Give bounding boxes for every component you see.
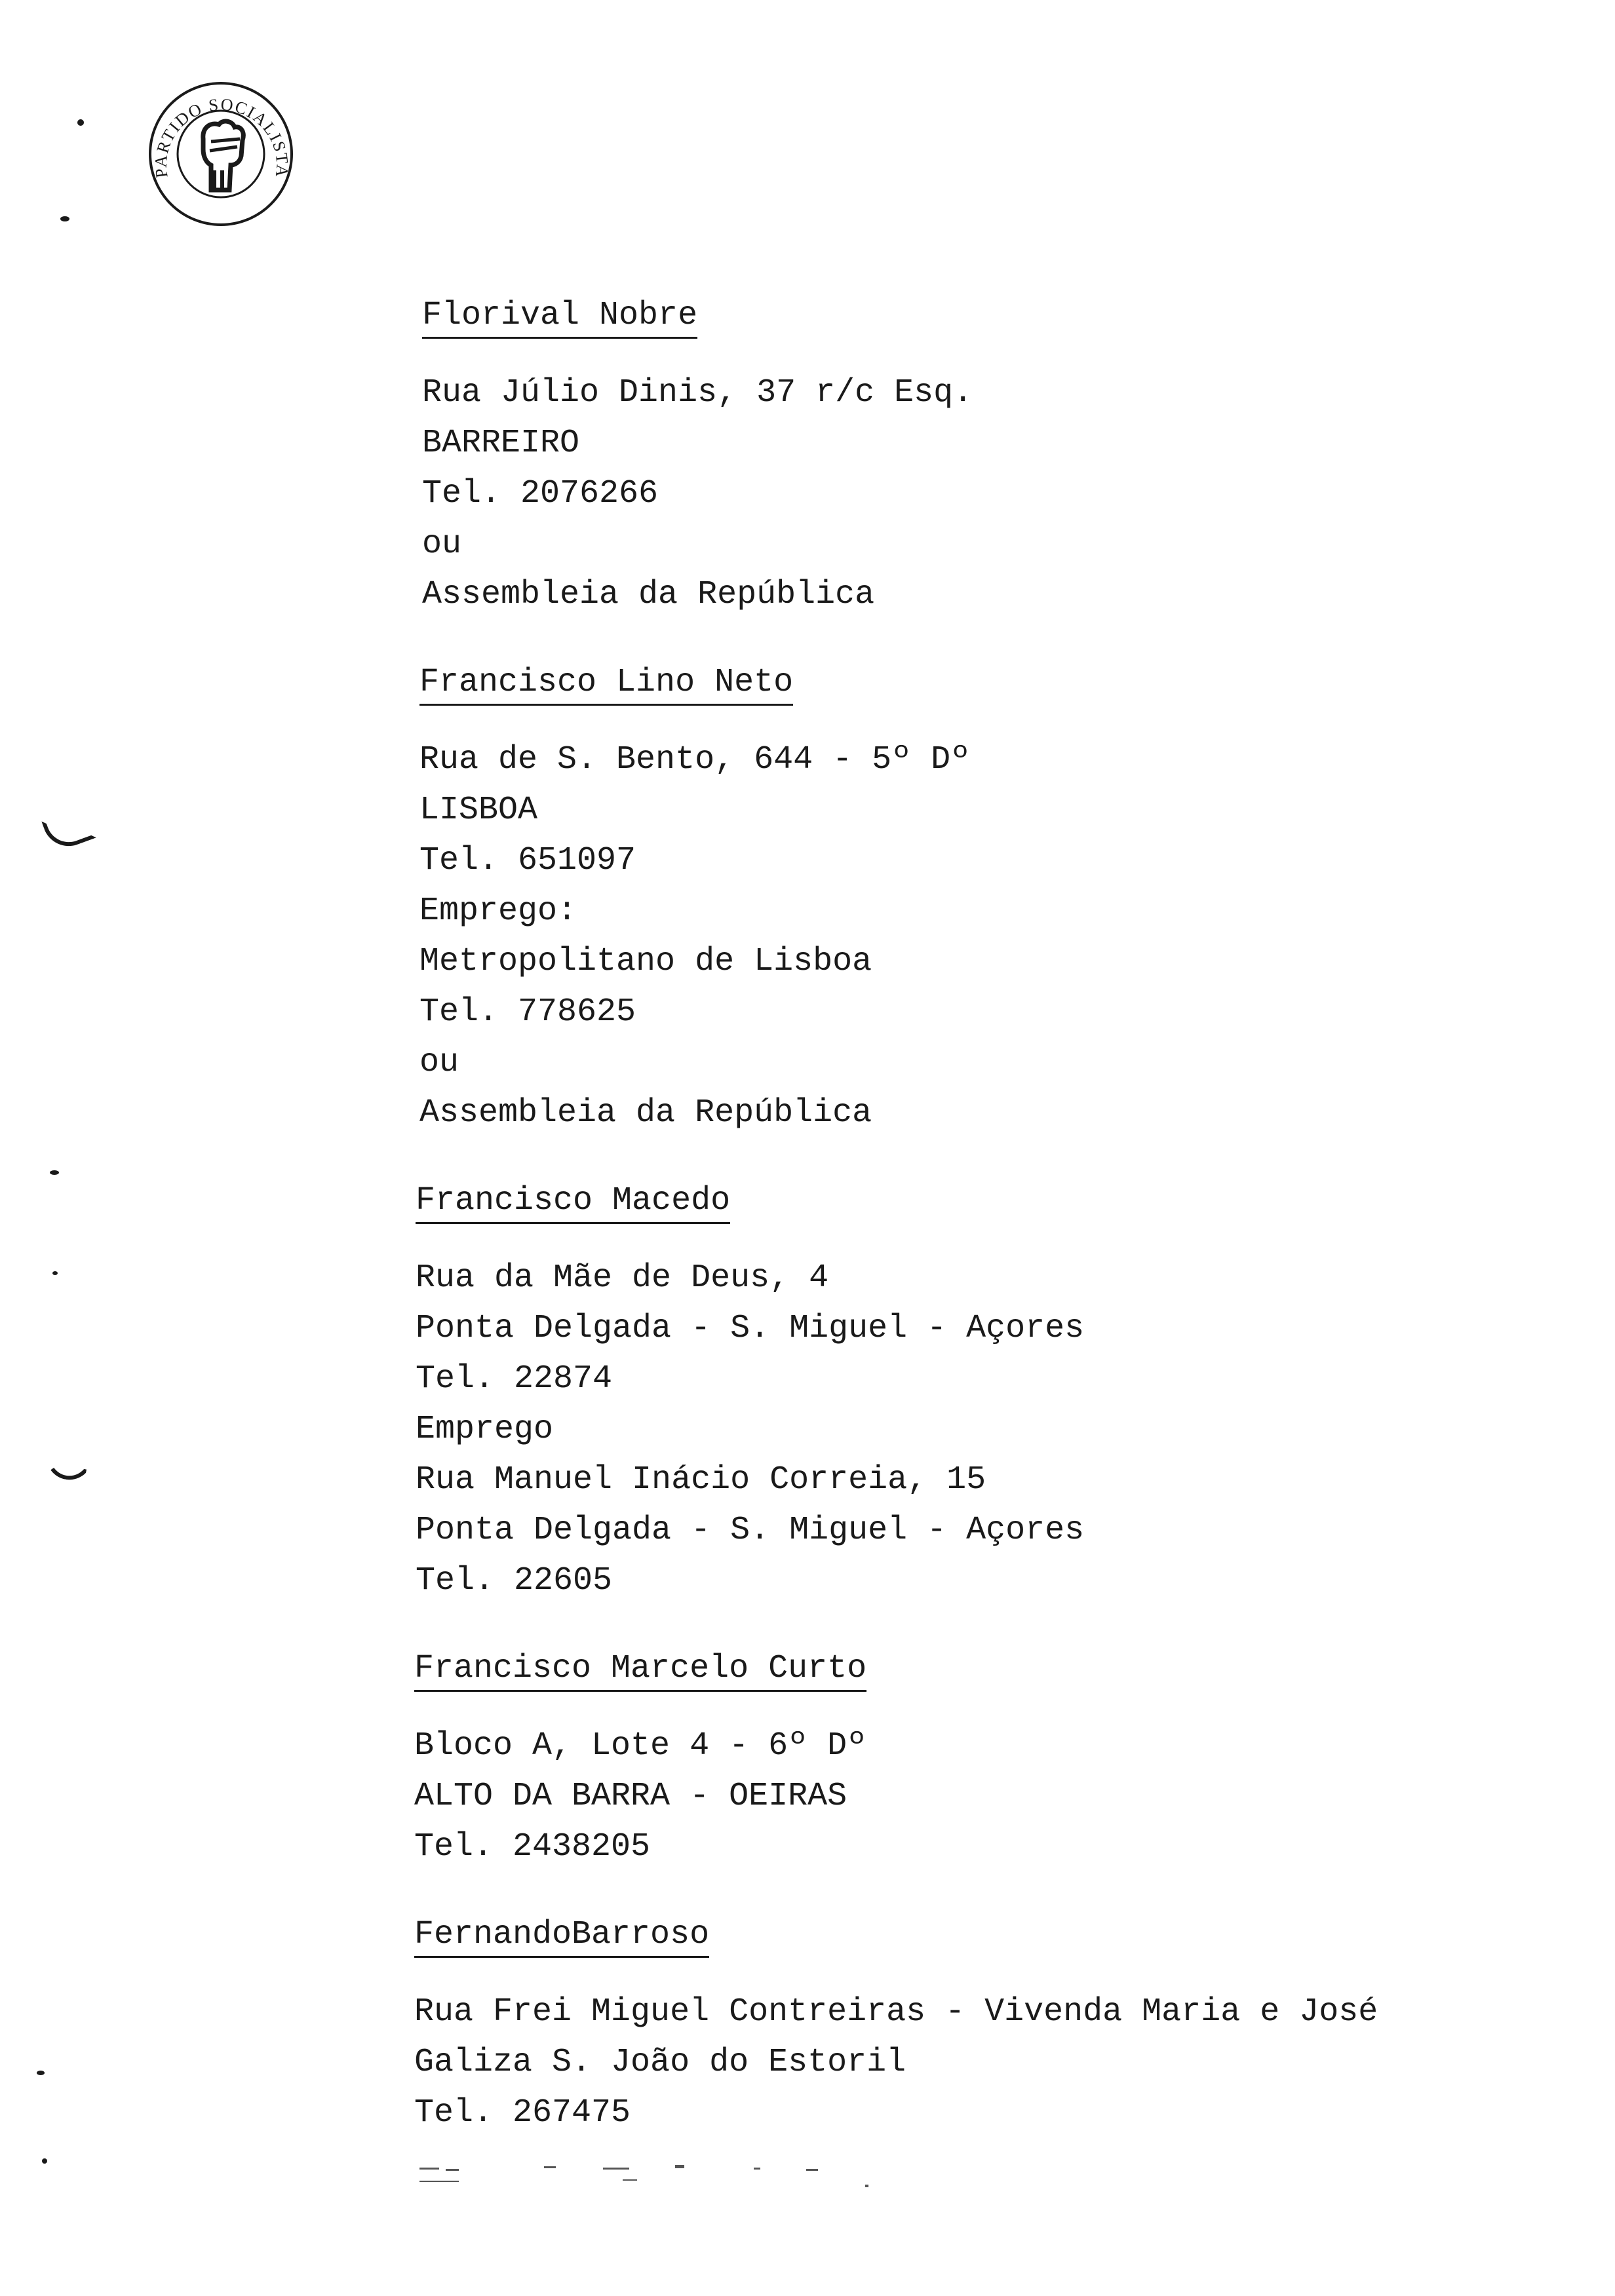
contact-line: ou (419, 1044, 459, 1081)
contact-line: Tel. 651097 (419, 842, 636, 879)
contact-entry (416, 1181, 1568, 1606)
contact-name: Francisco Marcelo Curto (414, 1649, 866, 1692)
contact-line: Emprego: (419, 892, 577, 930)
contact-line: Tel. 2438205 (414, 1828, 651, 1866)
contact-line: Tel. 2076266 (422, 475, 659, 512)
contact-line: Rua Frei Miguel Contreiras - Vivenda Maria e José (414, 1993, 1378, 2031)
contact-line: Tel. 267475 (414, 2094, 631, 2132)
contact-line: Assembleia da República (422, 576, 875, 613)
contact-line: Tel. 778625 (419, 993, 636, 1031)
contact-entry (422, 296, 1568, 620)
margin-dash (50, 1170, 59, 1175)
contact-line: ALTO DA BARRA - OEIRAS (414, 1778, 847, 1815)
logo-text: PARTIDO SOCIALISTA (151, 94, 292, 180)
raised-fist-icon (203, 121, 243, 190)
contact-line: Metropolitano de Lisboa (419, 943, 872, 980)
contact-line: Rua da Mãe de Deus, 4 (416, 1259, 829, 1297)
party-logo (146, 79, 296, 229)
contact-line: BARREIRO (422, 425, 580, 462)
contact-line: Rua de S. Bento, 644 - 5º Dº (419, 741, 971, 778)
contact-name: Francisco Macedo (416, 1181, 730, 1224)
contact-line: Tel. 22874 (416, 1360, 613, 1398)
margin-dot (37, 2071, 45, 2075)
contact-entry (414, 1649, 1568, 1872)
contact-name: Florival Nobre (422, 296, 697, 339)
margin-dot (52, 1271, 58, 1275)
contact-line: Rua Manuel Inácio Correia, 15 (416, 1461, 986, 1499)
contact-line: Bloco A, Lote 4 - 6º Dº (414, 1727, 867, 1765)
contact-line: Rua Júlio Dinis, 37 r/c Esq. (422, 374, 973, 411)
contact-line: Emprego (416, 1411, 554, 1448)
contact-entry (414, 1915, 1568, 2138)
contact-line: LISBOA (419, 792, 538, 829)
margin-dot (42, 2158, 47, 2164)
margin-dot (60, 216, 69, 221)
contact-name: Francisco Lino Neto (419, 663, 793, 706)
contact-line: Tel. 22605 (416, 1562, 613, 1599)
margin-dot (77, 119, 84, 126)
contact-line: Ponta Delgada - S. Miguel - Açores (416, 1310, 1085, 1347)
contact-list (414, 296, 1568, 2181)
margin-hole-mark (41, 806, 96, 854)
svg-text:PARTIDO SOCIALISTA (151, 95, 292, 180)
contact-name: FernandoBarroso (414, 1915, 709, 1958)
contact-line: Galiza S. João do Estoril (414, 2044, 906, 2081)
contact-line: ou (422, 526, 462, 563)
contact-entry (419, 663, 1568, 1138)
contact-line: Ponta Delgada - S. Miguel - Açores (416, 1512, 1085, 1549)
margin-hole-mark (43, 1452, 92, 1483)
contact-line: Assembleia da República (419, 1094, 872, 1132)
